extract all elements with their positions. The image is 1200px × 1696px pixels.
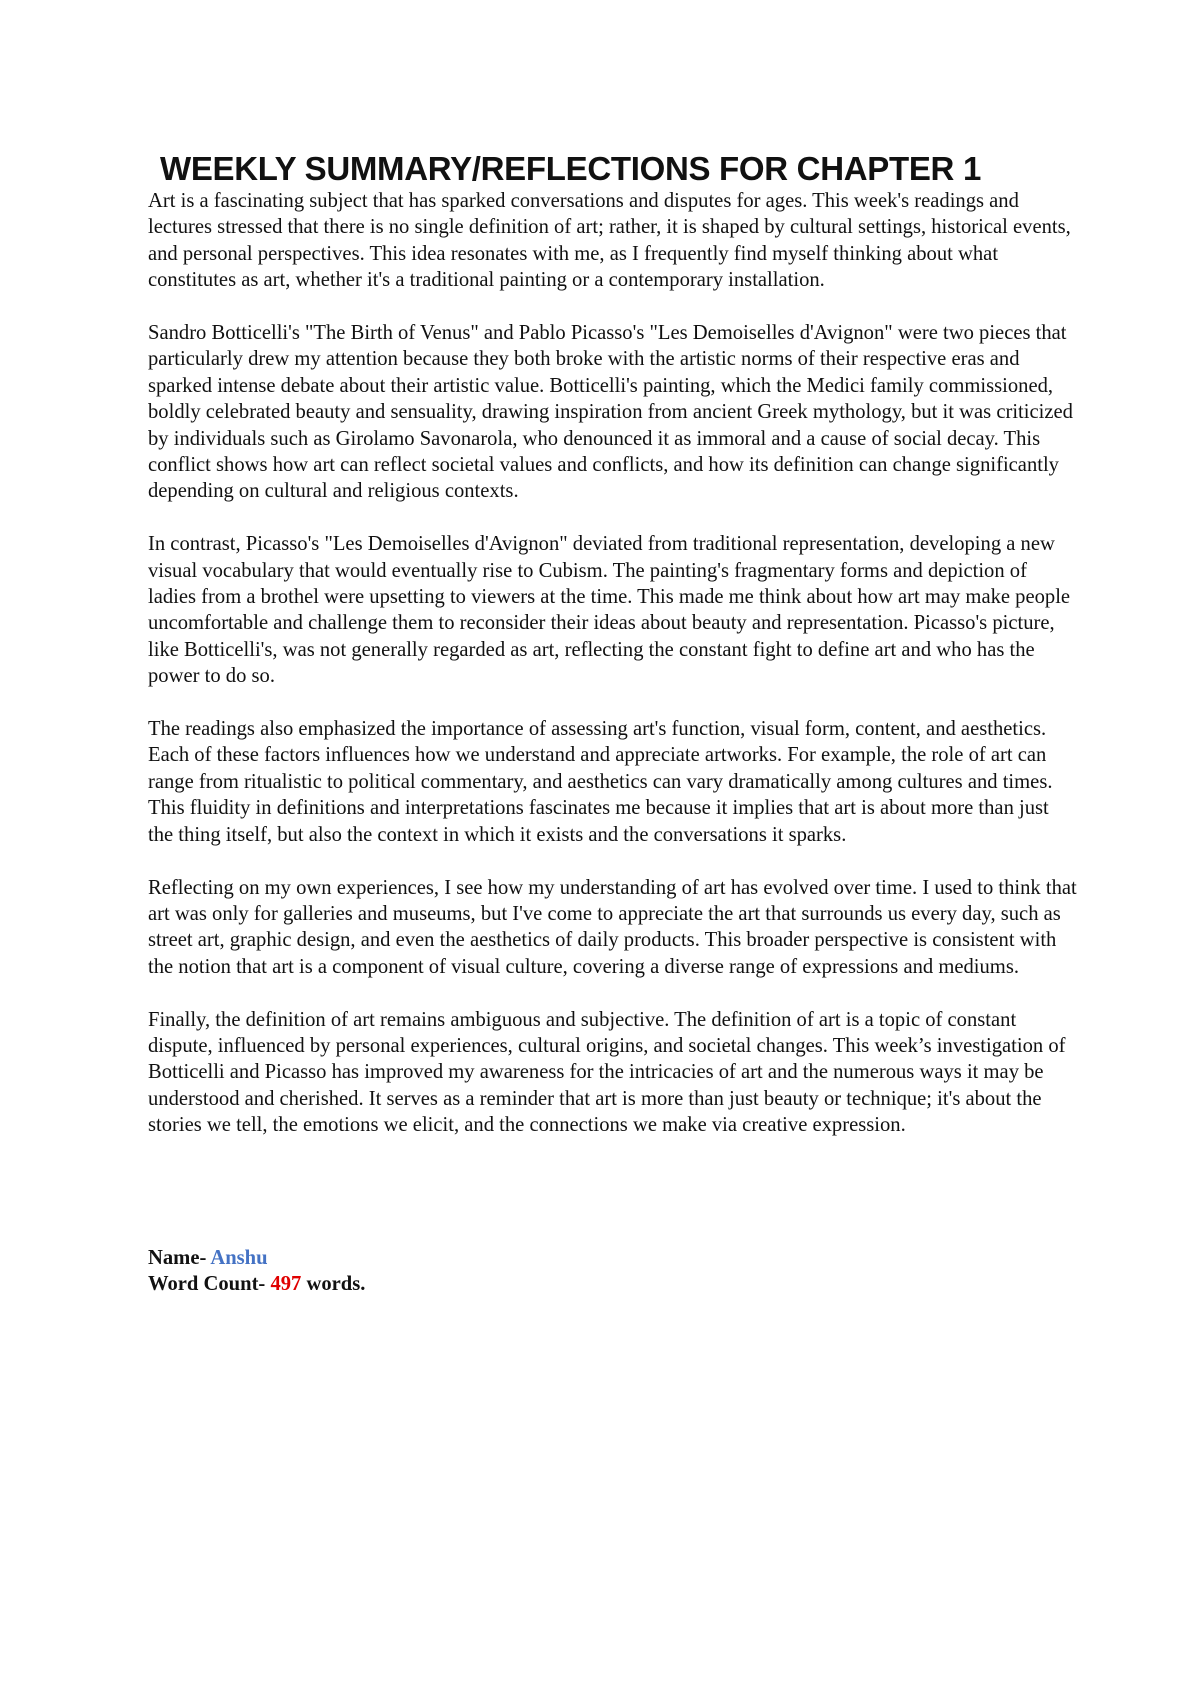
paragraph-intro: Art is a fascinating subject that has sparked conversations and disputes for ages. This week's readings and lectures stressed that there is no single definition of art; rather, it is shaped by cultural settings, historical events, and personal perspectives. This idea resonates with me, as I frequently find myself thinking about what constitutes as art, whether it's a traditional painting or a contemporary installation. [148, 190, 1071, 292]
footer-spacer [148, 1165, 1078, 1245]
author-line [148, 1245, 1078, 1271]
word-count-value: 497 [270, 1273, 302, 1296]
author-name: Anshu [210, 1246, 268, 1269]
word-count-line [148, 1271, 1078, 1297]
paragraph-readings: The readings also emphasized the importance of assessing art's function, visual form, content, and aesthetics. Each of these factors influences how we understand and appreciate artworks. For example, the role of art can range from ritualistic to political commentary, and aesthetics can vary dramatically among cultures and times. This fluidity in definitions and interpretations fascinates me because it implies that art is about more than just the thing itself, but also the context in which it exists and the conversations it sparks. [148, 718, 1053, 846]
paragraph-experiences: Reflecting on my own experiences, I see how my understanding of art has evolved over time. I used to think that art was only for galleries and museums, but I've come to appreciate the art that surrounds us every day, such as street art, graphic design, and even the aesthetics of daily products. This broader perspective is consistent with the notion that art is a component of visual culture, covering a diverse range of expressions and mediums. [148, 876, 1077, 978]
word-count-label: Word Count- [148, 1273, 271, 1296]
paragraph-botticelli: Sandro Botticelli's "The Birth of Venus" and Pablo Picasso's "Les Demoiselles d'Avignon" were two pieces that particularly drew my attention because they both broke with the artistic norms of their respective eras and sparked intense debate about their artistic value. Botticelli's painting, which the Medici family commissioned, boldly celebrated beauty and sensuality, drawing inspiration from ancient Greek mythology, but it was criticized by individuals such as Girolamo Savonarola, who denounced it as immoral and a cause of social decay. This conflict shows how art can reflect societal values and conflicts, and how its definition can change significantly depending on cultural and religious contexts. [148, 322, 1073, 503]
paragraph-conclusion: Finally, the definition of art remains ambiguous and subjective. The definition of art is a topic of constant dispute, influenced by personal experiences, cultural origins, and societal changes. This week’s investigation of Botticelli and Picasso has improved my awareness for the intricacies of art and the numerous ways it may be understood and cherished. It serves as a reminder that art is more than just beauty or technique; it's about the stories we tell, the emotions we elicit, and the connections we make via creative expression. [148, 1008, 1066, 1137]
document-title: WEEKLY SUMMARY/REFLECTIONS FOR CHAPTER 1 [160, 150, 982, 187]
author-label: Name- [148, 1246, 211, 1269]
paragraph-picasso: In contrast, Picasso's "Les Demoiselles d'Avignon" deviated from traditional representation, developing a new visual vocabulary that would eventually rise to Cubism. The painting's fragmentary forms and depiction of ladies from a brothel were upsetting to viewers at the time. This made me think about how art may make people uncomfortable and challenge them to reconsider their ideas about beauty and representation. Picasso's picture, like Botticelli's, was not generally regarded as art, reflecting the constant fight to define art and who has the power to do so. [148, 533, 1071, 688]
document-body [148, 150, 1078, 1298]
word-count-suffix: words. [301, 1273, 366, 1296]
